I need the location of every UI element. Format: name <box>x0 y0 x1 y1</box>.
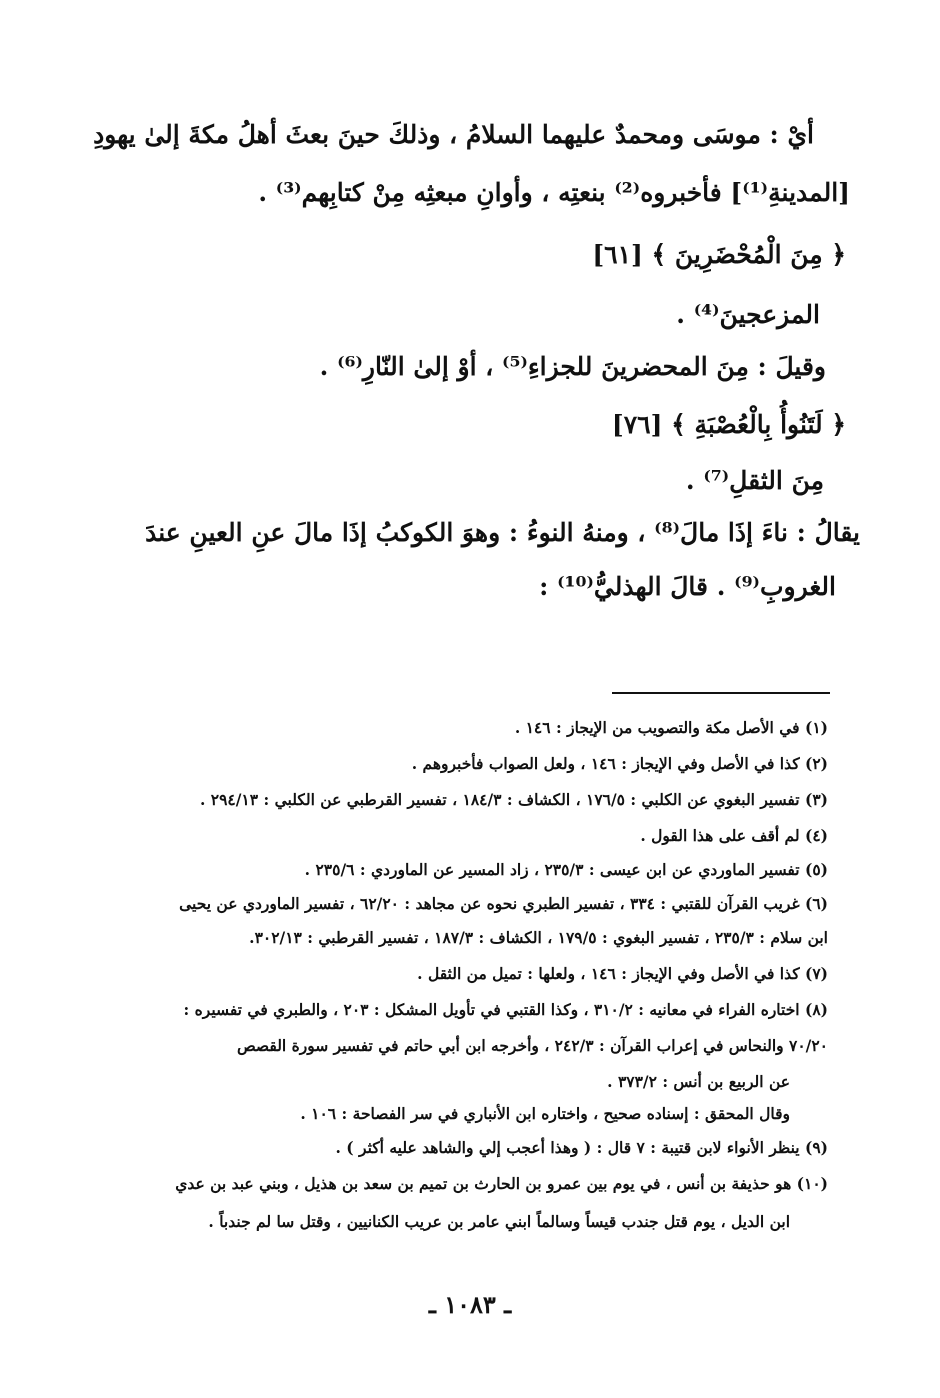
main-line-1: أيْ : موسَى ومحمدٌ عليهما السلامُ ، وذلكَ حينَ بعثَ أهلُ مكةَ إلىٰ يهودِ <box>93 120 814 149</box>
quran-verse-76: ﴿ لَتَنُوأُ بِالْعُصْبَةِ ﴾ [٧٦] <box>611 410 846 439</box>
main-line-5: وقيلَ : مِنَ المحضرينَ للجزاءِ⁽⁵⁾ ، أوْ إلىٰ النّارِ⁽⁶⁾ . <box>319 352 826 381</box>
footnote-9: (٩) ينظر الأنواء لابن قتيبة : ٧ قال : ( وهذا أعجب إلي والشاهد عليه أكثر ) . <box>335 1138 828 1157</box>
footnote-6-cont: ابن سلام : ٢٣٥/٣ ، تفسير البغوي : ١٧٩/٥ ، الكشاف : ١٨٧/٣ ، تفسير القرطبي : ٣٠٢/١٣. <box>249 928 828 947</box>
footnote-6: (٦) غريب القرآن للقتبي : ٣٣٤ ، تفسير الطبري نحوه عن مجاهد : ٦٢/٢٠ ، تفسير الماوردي عن يحيى <box>179 894 828 913</box>
main-line-4: المزعجينَ⁽⁴⁾ . <box>676 300 820 329</box>
footnote-8-cont-1: ٧٠/٢٠ والنحاس في إعراب القرآن : ٢٤٢/٣ ، وأخرجه ابن أبي حاتم في تفسير سورة القصص <box>236 1036 828 1055</box>
footnote-7: (٧) كذا في الأصل وفي الإيجاز : ١٤٦ ، ولعلها : تميل من الثقل . <box>417 964 828 983</box>
quran-verse-61: ﴿ مِنَ الْمُحْضَرِينَ ﴾ [٦١] <box>592 240 846 269</box>
footnote-5: (٥) تفسير الماوردي عن ابن عيسى : ٢٣٥/٣ ، زاد المسير عن الماوردي : ٢٣٥/٦ . <box>304 860 828 879</box>
footnote-1: (١) في الأصل مكة والتصويب من الإيجاز : ١٤٦ . <box>514 718 828 737</box>
footnote-10-cont: ابن الديل ، يوم قتل جندب قيساً وسالماً ابني عامر بن عريب الكنانيين ، وقتل سا لم جندباً . <box>208 1212 790 1231</box>
footnote-10: (١٠) هو حذيفة بن أنس ، في يوم بين عمرو بن الحارث بن تميم بن سعد بن هذيل ، وبني عبد بن عدي <box>175 1174 828 1193</box>
footnote-8: (٨) اختاره الفراء في معانيه : ٣١٠/٢ ، وكذا القتبي في تأويل المشكل : ٢٠٣ ، والطبري في تفسيره : <box>183 1000 828 1019</box>
footnote-3: (٣) تفسير البغوي عن الكلبي : ١٧٦/٥ ، الكشاف : ١٨٤/٣ ، تفسير القرطبي عن الكلبي : ٢٩٤/١٣ . <box>199 790 828 809</box>
main-line-8: يقالُ : ناءَ إذَا مالَ⁽⁸⁾ ، ومنهُ النوءُ : وهوَ الكوكبُ إذَا مالَ عنِ العينِ عندَ <box>145 518 860 547</box>
footnote-2: (٢) كذا في الأصل وفي الإيجاز : ١٤٦ ، ولعل الصواب فأخبروهم . <box>411 754 828 773</box>
page-number: ـ ١٠٨٣ ـ <box>428 1290 512 1319</box>
main-line-7: مِنَ الثقلِ⁽⁷⁾ . <box>685 466 824 495</box>
footnote-4: (٤) لم أقف على هذا القول . <box>640 826 828 845</box>
footnote-divider <box>612 692 830 694</box>
main-line-2: [المدينةِ⁽¹⁾] فأخبروه⁽²⁾ بنعتِه ، وأوانِ مبعثِه مِنْ كتابِهم⁽³⁾ . <box>258 178 850 207</box>
main-line-9: الغروبِ⁽⁹⁾ . قالَ الهذليُّ⁽¹⁰⁾ : <box>539 572 836 601</box>
footnote-8-cont-3: وقال المحقق : إسناده صحيح ، واختاره ابن الأنباري في سر الفصاحة : ١٠٦ . <box>300 1104 790 1123</box>
footnote-8-cont-2: عن الربيع بن أنس : ٣٧٣/٢ . <box>607 1072 790 1091</box>
